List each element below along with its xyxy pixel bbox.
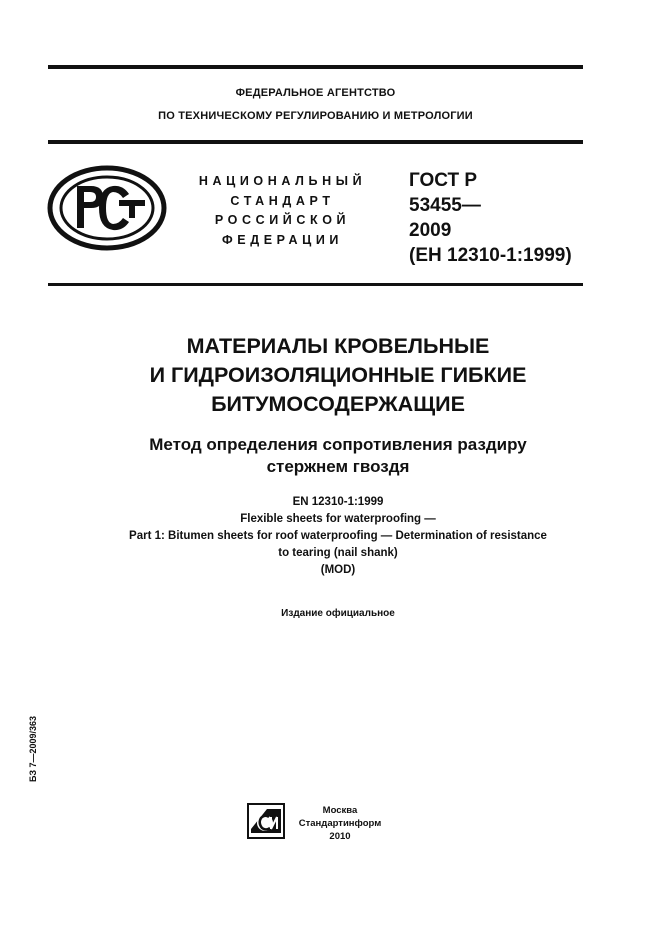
designation-line-4: (ЕН 12310-1:1999) bbox=[409, 245, 572, 266]
publisher-year: 2010 bbox=[329, 831, 351, 842]
english-line-1: EN 12310-1:1999 bbox=[292, 496, 384, 508]
rst-logo-icon bbox=[47, 164, 167, 252]
standartinform-logo-icon bbox=[247, 803, 285, 839]
standard-type-line-3: РОССИЙСКОЙ bbox=[214, 213, 351, 227]
standard-type-line-4: ФЕДЕРАЦИИ bbox=[221, 233, 343, 247]
designation-line-3: 2009 bbox=[409, 220, 452, 241]
english-line-3: Part 1: Bitumen sheets for roof waterproofing — Determination of resistance bbox=[129, 530, 547, 542]
top-rule bbox=[48, 65, 583, 69]
english-line-4: to tearing (nail shank) bbox=[278, 547, 398, 559]
english-line-2: Flexible sheets for waterproofing — bbox=[240, 513, 436, 525]
publisher-city: Москва bbox=[322, 805, 358, 816]
header-rule bbox=[48, 283, 583, 286]
subtitle-line-2: стержнем гвоздя bbox=[266, 457, 410, 476]
publisher-name: Стандартинформ bbox=[298, 818, 382, 829]
title-line-3: БИТУМОСОДЕРЖАЩИЕ bbox=[211, 392, 465, 416]
agency-line-1: ФЕДЕРАЛЬНОЕ АГЕНТСТВО bbox=[235, 87, 396, 99]
title-line-1: МАТЕРИАЛЫ КРОВЕЛЬНЫЕ bbox=[186, 334, 490, 358]
subtitle-line-1: Метод определения сопротивления раздиру bbox=[149, 435, 527, 454]
designation-line-2: 53455— bbox=[409, 195, 481, 216]
title-line-2: И ГИДРОИЗОЛЯЦИОННЫЕ ГИБКИЕ bbox=[149, 363, 527, 387]
english-line-5: (MOD) bbox=[320, 564, 356, 576]
agency-rule bbox=[48, 140, 583, 144]
designation-line-1: ГОСТ Р bbox=[409, 170, 478, 191]
edition-label: Издание официальное bbox=[281, 608, 395, 619]
agency-line-2: ПО ТЕХНИЧЕСКОМУ РЕГУЛИРОВАНИЮ И МЕТРОЛОГИИ bbox=[158, 110, 473, 122]
standard-type-line-1: НАЦИОНАЛЬНЫЙ bbox=[198, 174, 367, 188]
standard-type-line-2: СТАНДАРТ bbox=[230, 194, 335, 208]
side-code: БЗ 7—2009/363 bbox=[28, 715, 38, 782]
